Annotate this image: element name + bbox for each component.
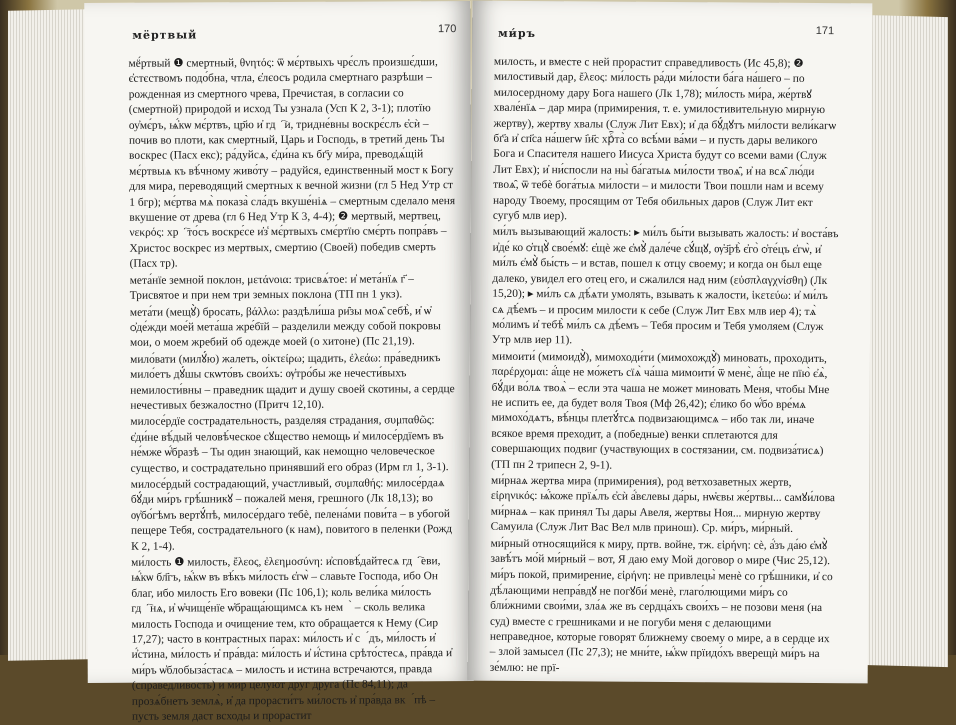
dictionary-entry: милосе́рдый сострадающий, участливый, συμπαθής: милосе́рдаѧ бꙋ́ди ми́ръ грѣ́шникꙋ – пожалей меня, грешного (Лк 18,13); во ѹ҆бо́гѣмъ вертꙋ́пѣ, милосе́рдаго тебѐ, пелена́ми пови́та – в убогой пещере Тебя, сострадательного (к нам), повитого в пеленки (Рожд К 2, 1-4). <box>130 477 453 553</box>
dictionary-entry: ми́рный относящийся к миру, пртв. войне, тж. εἰρήνη: сѐ, а҆́зъ да́ю є҆мꙋ̀ завѣ́тъ мо́й ми́рный – вот, Я даю ему Мой договор о мире (Чис 25,12). <box>490 537 831 568</box>
dictionary-entry: мило́вати (милꙋ́ю) жалеть, οἰκτείρω; щадить, ἐλεάω: пра́ведникъ мило́етъ дꙋ́шы скѡто́въ свои́хъ: ѹ҆тро́бы же нечести́выхъ немилости́вны – праведник щадит и душу своей скотины, а сердце нечестивых безжалостно (Притч 12,10). <box>130 351 455 412</box>
page-number-right: 171 <box>815 25 835 38</box>
dictionary-entry: ми́ръ покой, примирение, εἰρήνη: не привлецы̀ менѐ со грѣ́шники, и҆ со дѣ́лающими непра́вдꙋ не погꙋби́ менѐ, глаго́лющими ми́ръ со бли́жними свои́ми, зла́ѧ же въ сердца́хъ свои́хъ – не позови меня (на суд) вместе с грешниками и не погуби меня с делающими неправедное, которые говорят ближнему своему о мире, а в сердце их – злой замысел (Пс 27,3); не мни́те, ѩ҆́кѡ прїидо́хъ вверещѝ ми́ръ на зе́млю: не прї- <box>489 569 833 675</box>
running-head-right: ми́ръ <box>498 26 537 41</box>
dictionary-entry: милосе́рдїе сострадательность, разделяя страдания, συμπαθῶς: є҆ди́не вѣ́дый человѣ́ческое сꙋщество немощь и҆ милосе́рдїемъ въ не́мже ѡ҆́бразѣ – Ты один знающий, как немощно человеческое существо, и сострадательно принявший его образ (Ирм гл 1, 3-1). <box>130 414 449 475</box>
dictionary-entry: милость, и вместе с ней прорастит справедливость (Ис 45,8); ❷ милостивый дар, ἔλεος: ми́лость ра́ди ми́лости ба́га на́шего – по милосердному дару Бога нашего (Лк 1,78); ми́лость ми́ра, же́ртвꙋ хвале́нїѧ – дар мира (примирения, т. е. умилостивительную мирную жертву), жертву хвалы (Служ Лит Евх); и҆ да бꙋ́дꙋтъ ми́лости вели́кагѡ бг҃а и҆ сп҃са на́шегѡ і҆и҃с хрⷭ҇та̀ со всѣ́ми ва́ми – и пусть дары великого Бога и Спасителя нашего Иисуса Христа будут со всеми вами (Служ Лит Евх); и҆ ни́спосли на ны̀ ба́гатыѧ ми́лости твоѧ̑, и҆ на всѧ̑ лю́ди твоѧ̑, ѿ тебѐ бога́тыѧ ми́лости – и милости Твои пошли нам и всему народу Твоему, просящим от Тебя обильных даров (Служ Лит ект сугуб млв иер). <box>492 55 836 223</box>
dictionary-entry: мета́ти (мещꙋ̀) бросать, βάλλω: раздѣли́ша ри̑зы моѧ̑ себѣ̀, и҆ ѡ҆ ѻ҆де́жди мое́й мета́ша жре́бїй – разделили между собой покровы мои, о моем жребий об одежде моей (о хитоне) (Пс 21,19). <box>129 304 441 350</box>
dictionary-entry: ми́лость ❶ милость, ἔλεος, ἐλεημοσύνη: и҆сповѣ́дайтесѧ гдⷭ҇еви, ѩ҆́кѡ бл҃гъ, ѩ҆́кѡ въ вѣ́къ ми́лость є҆гѡ̀ – славьте Господа, ибо Он благ, ибо милость Его вовеки (Пс 106,1); коль вели́ка ми́лость гдⷭ҇нѧ, и҆ ѡ҆чище́нїе ѡ҆браща́ющимсѧ къ немꙋ̀ – сколь велика милость Господа и очищение тем, кто обращается к Нему (Сир 17,27); часто в контрастных парах: ми́лость и҆ сꙋ́дъ, ми́лость и҆ и҆́стина, ми́лость и҆ пра́вда: ми́лость и҆ и҆́стина срѣто́стесѧ, пра́вда и҆ ми́ръ ѡ҆блобыза́стасѧ – милость и истина встречаются, правда (справедливость) и мир целуют друг друга (Пс 84,11); да прозѧ́бнетъ землѧ̀, и҆ да прорасти́тъ ми́лость и҆ пра́вда вкꙋ́пѣ – пусть земля даст всходы и прорастит <box>131 555 453 723</box>
right-page <box>468 1 873 684</box>
dictionary-entry: мё́ртвый ❶ смертный, θνητός: ѿ мє́ртвыхъ чрє́слъ произшє́дши, є҆стєствомъ подо́бна, чтла, є҆лєосъ родила смертнаго разрѣши – рожденная из смертного чрева, Пречистая, в согласии со (смертной) природой и исход Ты узнала (Усп К 2, 3-1); плотїю оу҆мє́ръ, ѩ҆́кѡ мє́ртвъ, цр҃ю и҆ гдⷭ҇и, тридне́вны воскрє́слъ є҆сѝ – почив во плоти, как смертный, Царь и Господь, в третий день Ты воскрес (Пасх екс); ра́дуйсѧ, є҆ди́на къ бг҃у ми́ра, преводѧ́щій мє́ртвыѧ къ вѣ́чному живо́ту – радуйся, единственный мост к Богу для мира, переводящий смертных к вечной жизни (гл 5 Нед Утр ст 1 бгр); мє́ртва мѧ̀ показа̀ сла́дъ вкуше́ніѧ – смертным сделало меня вкушение от древа (гл 6 Нед Утр К 3, 4-4); ❷ мертвый, мертвец, νεκρός: хрⷭ҇то́съ воскрє́се и҆з̾ мє́ртвыхъ смє́ртїю смє́рть попра́въ – Христос воскрес из мертвых, смертию (Своей) победив смерть (Пасх тр). <box>128 56 456 271</box>
left-page-edges <box>8 9 88 660</box>
dictionary-entry: мимоити́ (мимоидꙋ̀), мимоходи́ти (мимохождꙋ̀) миновать, проходить, παρέρχομαι: а҆́ще не мо́жетъ сїѧ̀ ча́ша мимоити́ ѿ менє̀, а҆́ще не пїю̀ є҆ѧ̀, бꙋ́ди во́лѧ твоѧ̀ – если эта чаша не может миновать Меня, чтобы Мне не испить ее, да будет воля Твоя (Мф 26,42); є҆лико бо ѡ҆́бо вре́мѧ мимохо́дѧтъ, вѣ́нцы плетꙋ́тсѧ подвизающимсѧ – ибо так ли, иначе всякое время преходит, а (победные) венки сплетаются для совершающих подвиг (участвующих в состязании, см. подвиза́тисѧ) (ТП пн 2 трипесн 2, 9-1). <box>491 350 830 472</box>
page-number-left: 170 <box>437 23 457 36</box>
right-page-text <box>490 55 840 679</box>
left-page <box>84 1 474 723</box>
left-page-text <box>129 55 462 725</box>
dictionary-entry: мета́нїе земной поклон, μετάνοια: трисвѧ́тое: и҆ мета́нїѧ г҃ – Трисвятое и при нем три земных поклона (ТП пн 1 укз). <box>129 272 414 302</box>
dictionary-entry: ми́лъ вызывающий жалость: ▸ ми́лъ бы́ти вызывать жалость: и҆ воста́въ и҆де́ ко ѻ҆тцꙋ̀ свое́мꙋ: є҆щѐ же є҆мꙋ̀ дале́че сꙋ́щꙋ, ѹ҆з҃рѣ̀ є҆го̀ ѻ҆те́цъ є҆гѡ̀, и҆ ми́лъ є҆мꙋ̀ бы́сть – и встав, пошел к отцу своему; и когда он был еще далеко, увидел его отец его, и сжалился над ним (εὐσπλαγχνίσθη) (Лк 15,20); ▸ ми́лъ сѧ дѣ́ѧти умолять, взывать к жалости, ἱκετεύω: и҆ ми́лъ сѧ дѣ́емъ – и просим милости к себе (Служ Лит Евх млв иер 4); тѧ̀ мо́лимъ и҆ тебѣ̀ ми́лъ сѧ дѣ́емъ – Тебя просим и Тебя умоляем (Служ Утр млв иер 11). <box>491 226 839 347</box>
running-head-left: мёртвый <box>132 28 198 42</box>
dictionary-entry: ми́рнаѧ жертва мира (примирения), род ветхозаветных жертв, εἰρηνικός: ѩ҆́коже прїѧ́лъ є҆сѝ а҆́вєлевы да́ры, нѡ҆євы же́ртвы... самꙋи́лова ми́рнаѧ – как принял Ты дары Авеля, жертвы Ноя... мирную жертву Самуила (Служ Лит Вас Вел млв принош). Ср. ми́ръ, ми́рный. <box>490 474 836 536</box>
